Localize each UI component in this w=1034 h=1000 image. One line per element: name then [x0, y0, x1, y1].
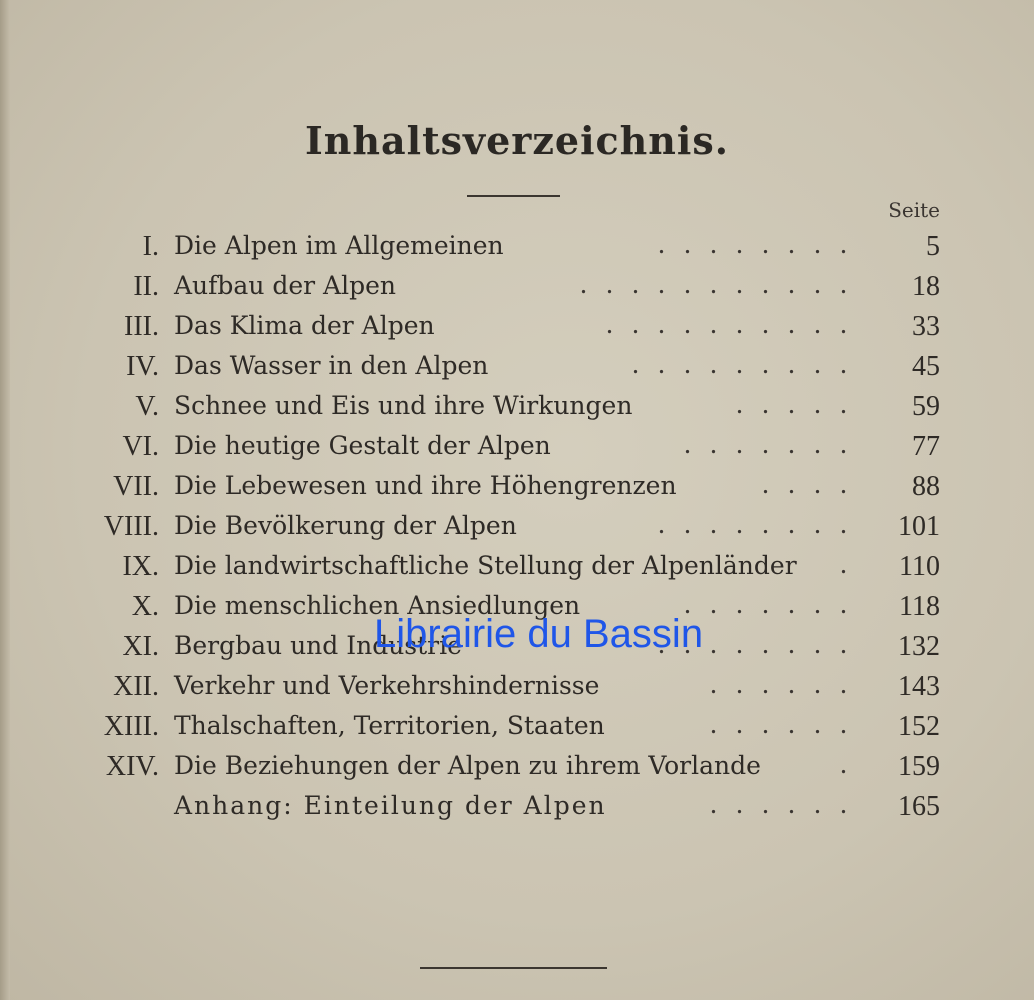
page-number: 77 [912, 431, 940, 462]
page-number: 132 [898, 631, 940, 662]
dot-leader: ....... [684, 589, 866, 620]
table-of-contents [0, 227, 1034, 827]
page-number: 143 [898, 671, 940, 702]
dot-leader: . [840, 749, 866, 780]
dot-leader: ...... [710, 789, 866, 820]
chapter-title: Thalschaften, Territorien, Staaten [174, 711, 605, 740]
toc-entry [0, 267, 1034, 307]
chapter-title: Das Klima der Alpen [174, 311, 435, 340]
chapter-number: IX. [122, 551, 159, 582]
chapter-title: Die Alpen im Allgemeinen [174, 231, 504, 260]
page-number: 152 [898, 711, 940, 742]
toc-entry [0, 427, 1034, 467]
page-number: 159 [898, 751, 940, 782]
chapter-title: Bergbau und Industrie [174, 631, 462, 660]
toc-entry-appendix [0, 787, 1034, 827]
dot-leader: ........ [658, 509, 866, 540]
toc-entry [0, 307, 1034, 347]
dot-leader: ..... [736, 389, 866, 420]
chapter-number: VI. [122, 431, 159, 462]
dot-leader: ........... [580, 269, 866, 300]
chapter-title: Die Bevölkerung der Alpen [174, 511, 517, 540]
chapter-number: XII. [113, 671, 159, 702]
chapter-number: X. [131, 591, 159, 622]
chapter-title: Aufbau der Alpen [174, 271, 397, 300]
chapter-number: I. [142, 231, 159, 262]
dot-leader: ........ [658, 629, 866, 660]
toc-entry [0, 467, 1034, 507]
chapter-number: II. [133, 271, 159, 302]
chapter-number: XIV. [105, 751, 159, 782]
chapter-title: Schnee und Eis und ihre Wirkungen [174, 391, 633, 420]
page-number: 118 [899, 591, 940, 622]
dot-leader: ....... [684, 429, 866, 460]
watermark-text: Librairie du Bassin [374, 612, 704, 656]
chapter-title: Die Beziehungen der Alpen zu ihrem Vorlande [174, 751, 761, 780]
page-title: Inhaltsverzeichnis. [305, 118, 729, 163]
chapter-number: XIII. [103, 711, 159, 742]
toc-entry [0, 667, 1034, 707]
toc-entry [0, 347, 1034, 387]
page-number: 18 [912, 271, 940, 302]
dot-leader: ........ [658, 229, 866, 260]
page-number: 59 [912, 391, 940, 422]
chapter-number: XI. [122, 631, 159, 662]
chapter-title: Anhang: Einteilung der Alpen [174, 791, 607, 820]
page-number: 45 [912, 351, 940, 382]
chapter-number: V. [135, 391, 159, 422]
title-divider [467, 195, 560, 197]
chapter-title: Die landwirtschaftliche Stellung der Alpenländer [174, 551, 797, 580]
page-column-header: Seite [888, 198, 940, 222]
page-number: 110 [899, 551, 940, 582]
page-number: 101 [898, 511, 940, 542]
page-number: 5 [926, 231, 940, 262]
dot-leader: . [840, 549, 866, 580]
bottom-divider [420, 967, 607, 969]
dot-leader: ...... [710, 669, 866, 700]
chapter-title: Verkehr und Verkehrshindernisse [174, 671, 600, 700]
toc-entry [0, 507, 1034, 547]
chapter-number: VIII. [103, 511, 159, 542]
toc-entry [0, 707, 1034, 747]
dot-leader: .... [762, 469, 866, 500]
dot-leader: .......... [606, 309, 866, 340]
page-number: 165 [898, 791, 940, 822]
toc-entry [0, 747, 1034, 787]
dot-leader: ...... [710, 709, 866, 740]
chapter-number: III. [124, 311, 159, 342]
page-number: 88 [912, 471, 940, 502]
toc-entry [0, 227, 1034, 267]
dot-leader: ......... [632, 349, 866, 380]
chapter-title: Die Lebewesen und ihre Höhengrenzen [174, 471, 677, 500]
chapter-title: Das Wasser in den Alpen [174, 351, 489, 380]
chapter-title: Die heutige Gestalt der Alpen [174, 431, 551, 460]
toc-entry [0, 547, 1034, 587]
chapter-number: VII. [113, 471, 159, 502]
chapter-title: Die menschlichen Ansiedlungen [174, 591, 581, 620]
chapter-number: IV. [126, 351, 159, 382]
page-number: 33 [912, 311, 940, 342]
toc-entry [0, 387, 1034, 427]
